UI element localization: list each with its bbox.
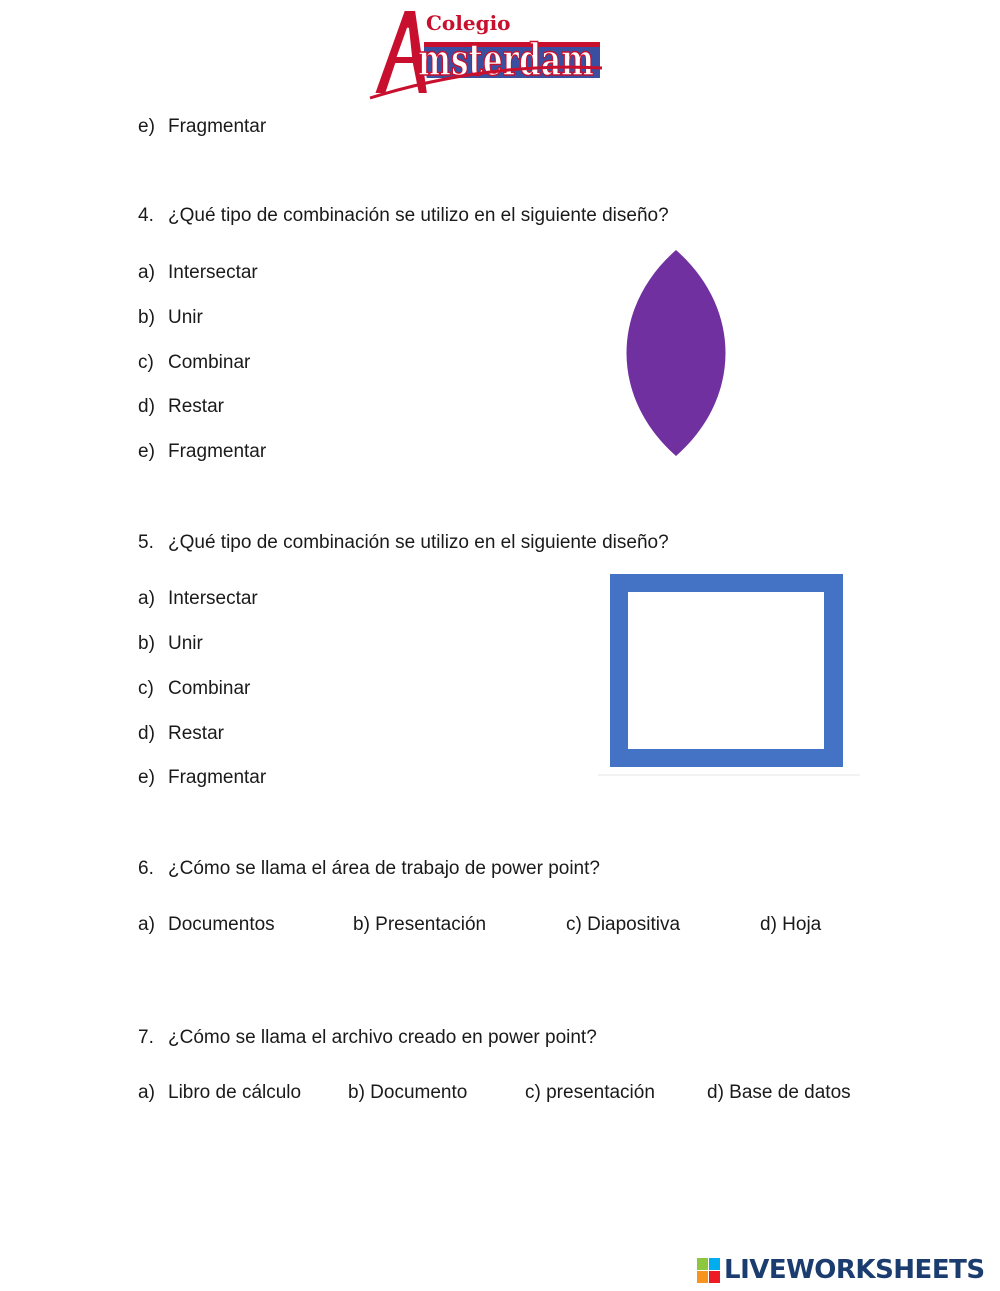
option-text: Intersectar [168,262,258,283]
intersect-lens-shape [620,248,732,458]
q6-option-d[interactable]: d) Hoja [760,914,822,935]
logo-small-text: Colegio [426,11,511,35]
option-letter: a) [138,914,155,935]
option-letter: a) [138,262,155,283]
option-text: Combinar [168,678,251,699]
option-text: Intersectar [168,588,258,609]
q7-option-c[interactable]: c) presentación [525,1082,655,1103]
option-letter: e) [138,116,155,137]
q7-option-b[interactable]: b) Documento [348,1082,468,1103]
option-text: Restar [168,396,224,417]
option-text: Documentos [168,914,275,935]
option-letter: c) [138,352,154,373]
q7-option-d[interactable]: d) Base de datos [707,1082,851,1103]
option-text: Restar [168,723,224,744]
question-number: 4. [138,205,154,226]
option-letter: b) [138,307,155,328]
option-letter: e) [138,441,155,462]
option-text: Fragmentar [168,441,267,462]
question-number: 7. [138,1027,154,1048]
option-text: Combinar [168,352,251,373]
question-text: ¿Qué tipo de combinación se utilizo en el siguiente diseño? [168,205,669,226]
question-number: 6. [138,858,154,879]
liveworksheets-icon [697,1258,721,1284]
q6-option-b[interactable]: b) Presentación [353,914,487,935]
logo-big-text: msterdam [418,35,594,86]
option-text: Unir [168,633,203,654]
option-letter: d) [138,396,155,417]
option-letter: d) [138,723,155,744]
option-letter: b) [138,633,155,654]
question-text: ¿Cómo se llama el archivo creado en power point? [168,1027,597,1048]
option-text: Fragmentar [168,767,267,788]
school-logo [366,2,606,108]
option-letter: c) [138,678,154,699]
question-text: ¿Qué tipo de combinación se utilizo en el siguiente diseño? [168,532,669,553]
option-letter: e) [138,767,155,788]
liveworksheets-brand: LIVEWORKSHEETS [724,1255,985,1285]
q6-option-c[interactable]: c) Diapositiva [566,914,681,935]
option-letter: a) [138,588,155,609]
question-text: ¿Cómo se llama el área de trabajo de power point? [168,858,600,879]
option-letter: a) [138,1082,155,1103]
subtract-square-frame-shape [598,572,860,778]
option-text: Fragmentar [168,116,267,137]
option-text: Libro de cálculo [168,1082,302,1103]
question-number: 5. [138,532,154,553]
option-text: Unir [168,307,203,328]
